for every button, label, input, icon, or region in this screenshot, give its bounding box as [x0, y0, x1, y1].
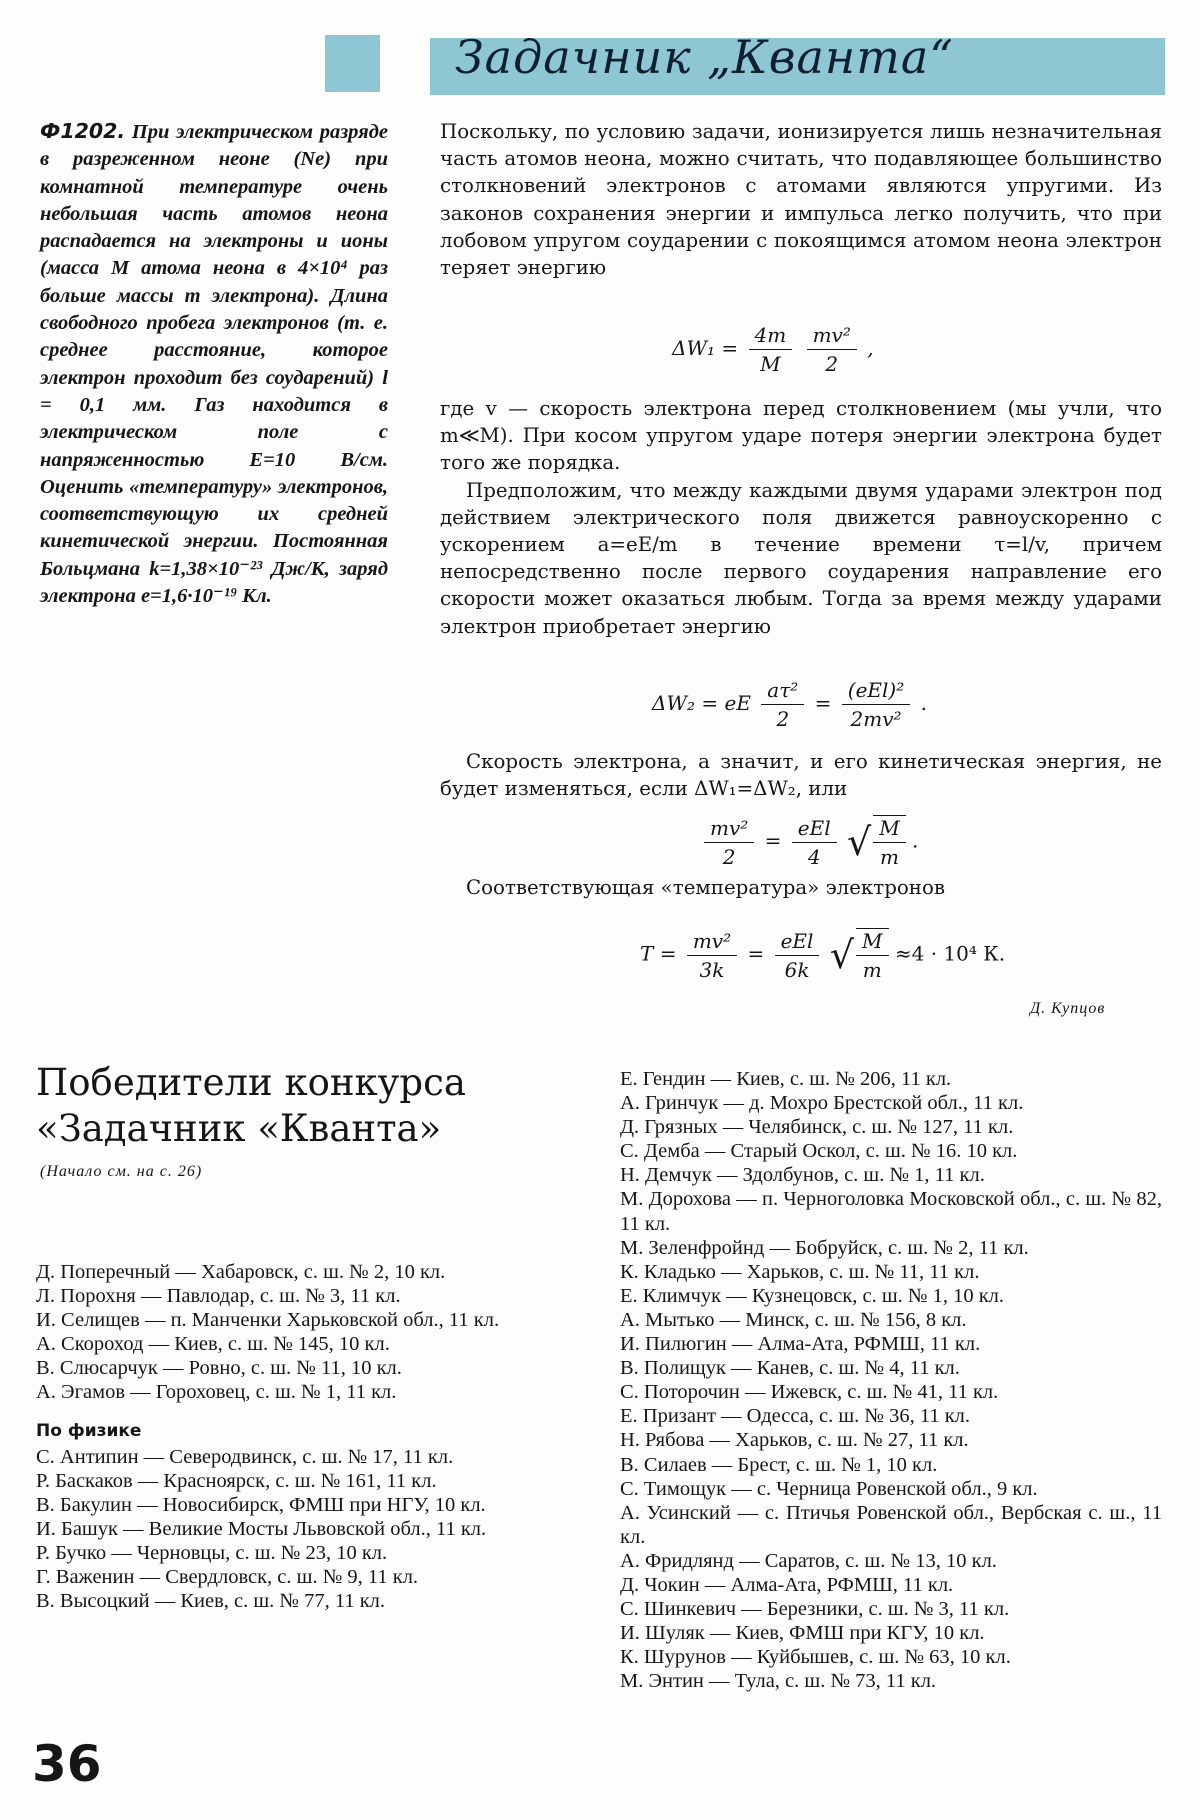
formula-num: M [873, 816, 905, 843]
formula-eq: = [814, 691, 832, 715]
formula-delta-w1 [672, 323, 874, 376]
formula-den: 2mv² [850, 707, 902, 731]
list-item: В. Полищук — Канев, с. ш. № 4, 11 кл. [620, 1357, 960, 1380]
list-item: А. Усинский — с. Птичья Ровенской обл., Вербская с. ш., 11 кл. [620, 1501, 1162, 1548]
list-item: С. Антипин — Северодвинск, с. ш. № 17, 11 кл. [36, 1445, 454, 1468]
winners-title [36, 1060, 466, 1152]
solution [440, 118, 1162, 281]
list-item: В. Силаев — Брест, с. ш. № 1, 10 кл. [620, 1453, 938, 1476]
formula-den: 2 [825, 352, 839, 376]
winners-note: (Начало см. на с. 26) [40, 1163, 203, 1180]
formula-tail: , [867, 336, 874, 360]
list-item: А. Эгамов — Гороховец, с. ш. № 1, 11 кл. [36, 1381, 397, 1404]
list-item: А. Фридлянд — Саратов, с. ш. № 13, 10 кл. [620, 1549, 997, 1572]
solution-paragraph-4: Скорость электрона, а значит, и его кинетическая энергия, не будет изменяться, если ΔW₁=ΔW₂, или [440, 750, 1162, 801]
winners-title-line-1: Победители конкурса [36, 1061, 466, 1104]
formula-lhs: T = [640, 941, 677, 966]
list-item: Д. Поперечный — Хабаровск, с. ш. № 2, 10 кл. [36, 1261, 446, 1283]
problem-statement [40, 118, 388, 610]
list-item: И. Пилюгин — Алма-Ата, РФМШ, 11 кл. [620, 1333, 981, 1356]
formula-num: aτ² [761, 678, 804, 705]
formula-num: mv² [807, 323, 857, 350]
formula-den: 2 [722, 844, 736, 869]
list-item: Д. Чокин — Алма-Ата, РФМШ, 11 кл. [620, 1573, 954, 1596]
formula-num: 4m [749, 323, 793, 350]
list-item: К. Шурунов — Куйбышев, с. ш. № 63, 10 кл. [620, 1646, 1011, 1669]
formula-den: 2 [776, 707, 790, 731]
formula-den: 4 [807, 844, 821, 869]
formula-delta-w2 [652, 678, 927, 731]
list-item: Г. Важенин — Свердловск, с. ш. № 9, 11 кл. [36, 1566, 419, 1589]
formula-den: m [862, 958, 882, 982]
formula-eq: = [747, 941, 765, 966]
formula-tail: . [912, 828, 919, 853]
header-decor-square [325, 35, 380, 92]
list-item: Н. Рябова — Харьков, с. ш. № 27, 11 кл. [620, 1429, 969, 1452]
winners-left-column [36, 1260, 580, 1613]
formula-num: eEl [775, 929, 820, 956]
list-item: В. Бакулин — Новосибирск, ФМШ при НГУ, 10 кл. [36, 1493, 486, 1516]
list-item: С. Поторочин — Ижевск, с. ш. № 41, 11 кл. [620, 1381, 999, 1404]
list-item: М. Дорохова — п. Черноголовка Московской обл., с. ш. № 82, 11 кл. [620, 1188, 1162, 1235]
list-item: Е. Призант — Одесса, с. ш. № 36, 11 кл. [620, 1405, 971, 1428]
list-item: В. Слюсарчук — Ровно, с. ш. № 11, 10 кл. [36, 1357, 402, 1380]
formula-num: M [856, 929, 888, 956]
list-item: И. Башук — Великие Мосты Львовской обл., 11 кл. [36, 1517, 487, 1540]
formula-tail: . [920, 691, 927, 715]
solution-paragraph-5: Соответствующая «температура» электронов [466, 876, 946, 899]
formula-den: M [760, 352, 781, 376]
winners-right-column [620, 1067, 1162, 1693]
formula-lhs: ΔW₂ = eE [652, 691, 751, 715]
list-item: Р. Баскаков — Красноярск, с. ш. № 161, 11 кл. [36, 1469, 437, 1492]
formula-num: mv² [704, 816, 754, 843]
list-item: В. Высоцкий — Киев, с. ш. № 77, 11 кл. [36, 1590, 386, 1613]
header-title: Задачник „Кванта“ [455, 30, 954, 84]
formula-num: eEl [792, 816, 837, 843]
list-item: С. Тимощук — с. Черница Ровенской обл., 9 кл. [620, 1477, 1038, 1500]
winners-title-line-2: «Задачник «Кванта» [36, 1107, 442, 1150]
page-number: 36 [32, 1735, 102, 1793]
sqrt-sign: √ [829, 933, 855, 977]
list-item: А. Мытько — Минск, с. ш. № 156, 8 кл. [620, 1308, 967, 1331]
solution-paragraph-3: Предположим, что между каждыми двумя ударами электрон под действием электрического поля движется равноускоренно с ускорением a=eE/m в течение времени τ=l/v, причем непосредственно после первого соударения направление его скорости может оказаться любым. Тогда за время между ударами электрон приобретает энергию [440, 478, 1162, 638]
list-item: А. Гринчук — д. Мохро Брестской обл., 11 кл. [620, 1092, 1024, 1115]
list-item: А. Скороход — Киев, с. ш. № 145, 10 кл. [36, 1333, 390, 1356]
solution-block-4 [440, 874, 1162, 901]
formula-den: 6k [784, 957, 810, 982]
solution-author: Д. Купцов [1030, 1000, 1106, 1017]
formula-lhs: ΔW₁ = [672, 336, 739, 360]
list-item: Н. Демчук — Здолбунов, с. ш. № 1, 11 кл. [620, 1164, 985, 1187]
solution-block-3 [440, 748, 1162, 802]
physics-heading: По физике [36, 1420, 142, 1441]
list-item: Е. Климчук — Кузнецовск, с. ш. № 1, 10 кл. [620, 1284, 1005, 1307]
list-item: К. Кладько — Харьков, с. ш. № 11, 11 кл. [620, 1260, 980, 1283]
solution-paragraph-1: Поскольку, по условию задачи, ионизируется лишь незначительная часть атомов неона, можно считать, что подавляющее большинство столкновений электронов с атомами являются упругими. Из законов сохранения энергии и импульса легко получить, что при лобовом упругом соударении с покоящимся атомом неона электрон теряет энергию [440, 120, 1162, 280]
sqrt-sign: √ [846, 820, 872, 864]
list-item: Р. Бучко — Черновцы, с. ш. № 23, 10 кл. [36, 1542, 388, 1565]
list-item: Л. Порохня — Павлодар, с. ш. № 3, 11 кл. [36, 1285, 401, 1308]
list-item: Е. Гендин — Киев, с. ш. № 206, 11 кл. [620, 1068, 952, 1090]
formula-den: m [879, 845, 899, 869]
formula-eq: = [764, 828, 782, 853]
formula-num: mv² [687, 929, 737, 956]
formula-temperature [640, 928, 1005, 982]
list-item: С. Демба — Старый Оскол, с. ш. № 16. 10 кл. [620, 1140, 1018, 1163]
list-item: М. Энтин — Тула, с. ш. № 73, 11 кл. [620, 1670, 937, 1693]
problem-text: При электрическом разряде в разреженном неоне (Ne) при комнатной температуре очень небольшая часть атомов неона распадается на электроны и ионы (масса M атома неона в 4×10⁴ раз больше массы m электрона). Длина свободного пробега электронов (т. е. среднее расстояние, которое электрон проходит без соударений) l = 0,1 мм. Газ находится в электрическом поле с напряженностью E=10 В/см. Оценить «температуру» электронов, соответствующую их средней кинетической энергии. Постоянная Больцмана k=1,38×10⁻²³ Дж/К, заряд электрона e=1,6·10⁻¹⁹ Кл. [40, 121, 388, 608]
list-item: М. Зеленфройнд — Бобруйск, с. ш. № 2, 11 кл. [620, 1236, 1029, 1259]
formula-result: ≈4 · 10⁴ К. [894, 941, 1006, 966]
formula-num: (eEl)² [842, 678, 910, 705]
problem-code: Ф1202. [40, 119, 126, 143]
list-item: И. Шуляк — Киев, ФМШ при КГУ, 10 кл. [620, 1622, 985, 1645]
list-item: Д. Грязных — Челябинск, с. ш. № 127, 11 кл. [620, 1116, 1014, 1139]
solution-block-2 [440, 395, 1162, 640]
list-item: С. Шинкевич — Березники, с. ш. № 3, 11 кл. [620, 1598, 1010, 1621]
formula-equality [700, 815, 918, 869]
list-item: И. Селищев — п. Манченки Харьковской обл., 11 кл. [36, 1309, 500, 1332]
formula-den: 3k [699, 957, 725, 982]
solution-paragraph-2: где v — скорость электрона перед столкновением (мы учли, что m≪M). При косом упругом ударе потеря энергии электрона будет того же порядка. [440, 397, 1162, 475]
